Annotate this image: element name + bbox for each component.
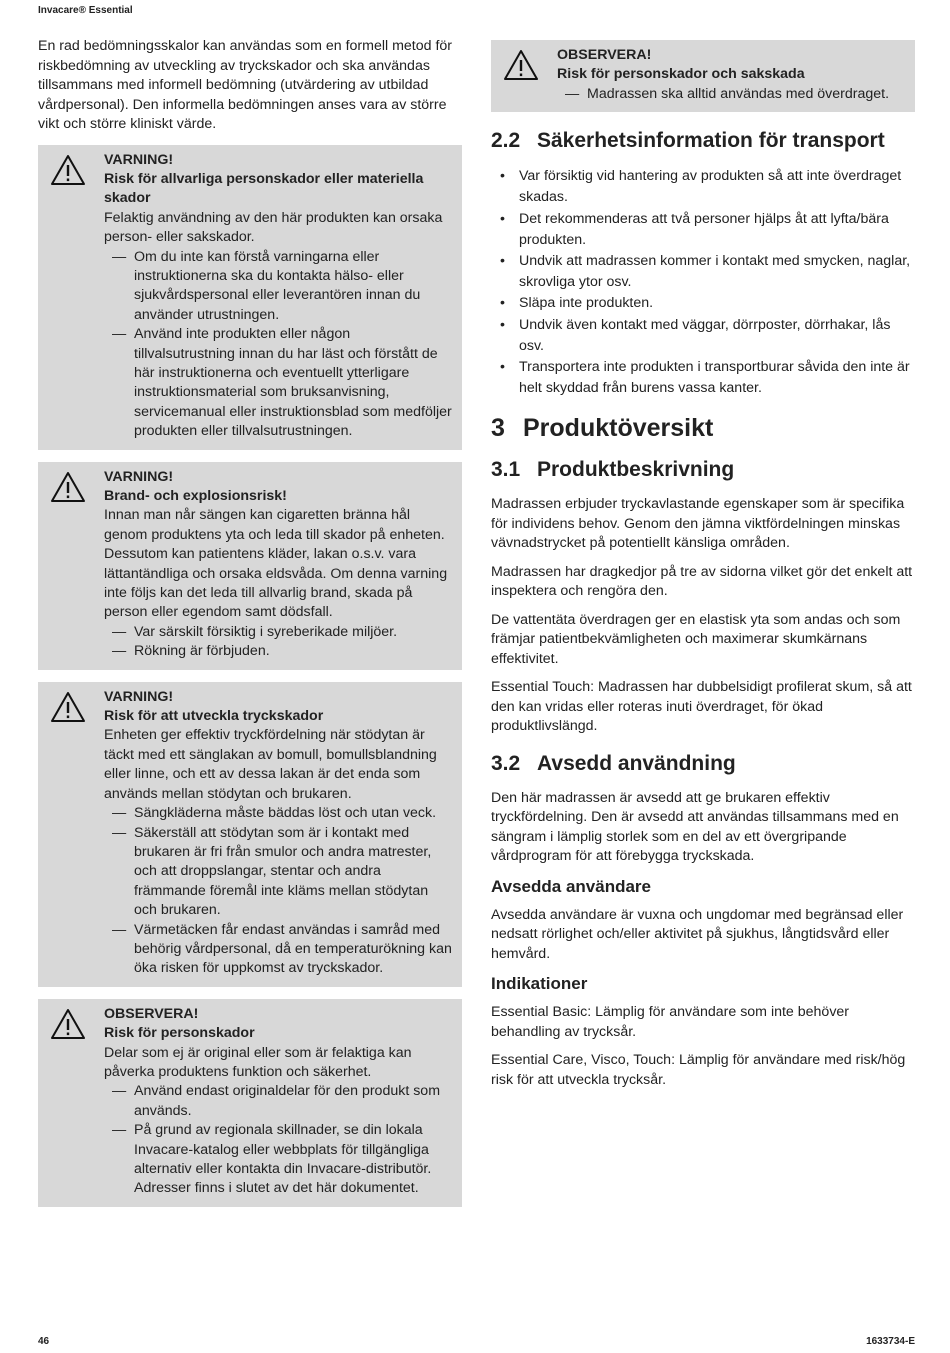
warning-triangle-icon	[50, 691, 86, 723]
notice-item: — Rökning är förbjuden.	[104, 642, 454, 661]
bullet-item: • Undvik även kontakt med väggar, dörrposter, dörrhakar, lås osv.	[491, 315, 915, 357]
notice-list	[104, 1082, 454, 1198]
section-number: 3.2	[491, 751, 521, 775]
notice-text: Innan man når sängen kan cigaretten bränna hål genom produktens yta och leda till skador på enheten. Dessutom kan patientens kläder, lakan o.s.v. vara lättantändliga och orsaka eldsvåda. Om denna varning inte följs kan det leda till allvarlig brand, skada på person eller egendom samt dödsfall.	[104, 507, 448, 621]
warning-notice-2	[38, 462, 462, 670]
header-brand: Invacare® Essential	[38, 5, 133, 16]
notice-list	[557, 85, 907, 104]
bullet-item: • Det rekommenderas att två personer hjälps åt att lyfta/bära produkten.	[491, 209, 915, 251]
bullet-item: • Var försiktig vid hantering av produkten så att inte överdraget skadas.	[491, 166, 915, 208]
notice-text: Delar som ej är original eller som är felaktiga kan påverka produktens funktion och säkerhet.	[104, 1044, 412, 1080]
indication-paragraph: Essential Care, Visco, Touch: Lämplig för användare med risk/hög risk för att utveckla trycksår.	[491, 1052, 906, 1088]
section-heading-2-2	[491, 128, 915, 154]
notice-item: — Madrassen ska alltid användas med överdraget.	[557, 85, 907, 104]
description-paragraph: De vattentäta överdragen ger en elastisk yta som andas och som främjar patientbekvämligheten och maximerar skumkärnans effektivitet.	[491, 611, 901, 667]
transport-bullet-list	[491, 166, 915, 399]
notice-item: — Använd endast originaldelar för den produkt som används.	[104, 1082, 454, 1121]
left-column	[38, 37, 462, 1219]
description-paragraph: Essential Touch: Madrassen har dubbelsidigt profilerat skum, så att den kan vridas eller roteras inuti överdraget, för ökad produktlivslängd.	[491, 679, 912, 735]
intended-use-paragraph: Den här madrassen är avsedd att ge brukaren effektiv tryckfördelning. Den är avsedd att användas tillsammans med en sängram i lämplig storlek som en del av ett övergripande vårdprogram för att förebygga tryckskada.	[491, 789, 899, 865]
document-number: 1633734-E	[866, 1336, 915, 1347]
notice-text: Enheten ger effektiv tryckfördelning när stödytan är täckt med ett sänglakan av bomull, bomullsblandning eller linne, och ett av dessa lakan är det enda som används mellan stödytan och brukaren.	[104, 727, 437, 802]
notice-list	[104, 804, 454, 979]
signal-word: VARNING!	[104, 688, 174, 705]
chapter-title: Produktöversikt	[523, 414, 714, 443]
intended-users-heading: Avsedda användare	[491, 876, 651, 896]
notice-item: — Använd inte produkten eller någon tillvalsutrustning innan du har läst och förstått de här instruktionerna och eventuellt ytterligare instruktionsmaterial som bruksanvisning, servicemanual eller instruktionsblad som medföljer produkten eller tillvalsutrustningen.	[104, 325, 454, 441]
signal-word: VARNING!	[104, 151, 174, 168]
section-heading-3-1	[491, 457, 915, 483]
indications-heading: Indikationer	[491, 974, 588, 994]
right-column	[491, 40, 915, 1099]
notice-item: — Var särskilt försiktig i syreberikade miljöer.	[104, 623, 454, 642]
warning-triangle-icon	[50, 154, 86, 186]
caution-notice	[38, 999, 462, 1207]
notice-item: — Säkerställ att stödytan som är i kontakt med brukaren är fri från smulor och andra matrester, och att droppslangar, stentar och andra främmande föremål inte kläms mellan stödytan och brukaren.	[104, 824, 454, 921]
section-number: 3.1	[491, 458, 521, 482]
caution-notice-transport	[491, 40, 915, 112]
risk-title: Brand- och explosionsrisk!	[104, 488, 287, 504]
notice-list	[104, 248, 454, 442]
risk-title: Risk för personskador	[104, 1025, 255, 1042]
notice-item: — På grund av regionala skillnader, se din lokala Invacare-katalog eller webbplats för tillgängliga alternativ eller kontakta din Invacare-distributör. Adresser finns i slutet av det här dokumentet.	[104, 1121, 454, 1199]
chapter-number: 3	[491, 414, 505, 443]
signal-word: VARNING!	[104, 468, 174, 485]
warning-triangle-icon	[50, 471, 86, 503]
page-number: 46	[38, 1336, 50, 1347]
intended-users-paragraph: Avsedda användare är vuxna och ungdomar med begränsad eller nedsatt rörlighet och/eller aktivitet på sjukhus, långtidsvård eller hemvård.	[491, 906, 904, 962]
bullet-item: • Transportera inte produkten i transportburar såvida den inte är helt skyddad från burens vassa kanter.	[491, 357, 915, 399]
notice-item: — Sängkläderna måste bäddas löst och utan veck.	[104, 804, 454, 823]
notice-list	[104, 623, 454, 662]
section-title: Produktbeskrivning	[537, 458, 735, 482]
section-number: 2.2	[491, 129, 521, 153]
warning-triangle-icon	[50, 1008, 86, 1040]
description-paragraph: Madrassen erbjuder tryckavlastande egenskaper som är specifika för individens behov. Genom den jämna viktfördelningen minskas vävnadstrycket på potentiellt känsliga områden.	[491, 496, 905, 552]
warning-notice-3	[38, 682, 462, 987]
chapter-heading-3	[491, 413, 915, 443]
section-title: Avsedd användning	[537, 751, 736, 775]
intro-paragraph: En rad bedömningsskalor kan användas som en formell metod för riskbedömning av utveckling av tryckskador och ska användas tillsammans med informell bedömning (utvärdering av utbildad vårdpersonal). Den informella bedömningen anses vara av större vikt och större kliniskt värde.	[38, 38, 453, 132]
notice-item: — Värmetäcken får endast användas i samråd med behörig vårdpersonal, då en temperaturökning kan öka risken för uppkomst av tryckskador.	[104, 921, 454, 979]
bullet-item: • Undvik att madrassen kommer i kontakt med smycken, naglar, skrovliga ytor osv.	[491, 251, 915, 293]
notice-item: — Om du inte kan förstå varningarna eller instruktionerna ska du kontakta hälso- eller sjukvårdspersonal eller leverantören innan du använder utrustningen.	[104, 248, 454, 326]
section-title: Säkerhetsinformation för transport	[537, 129, 885, 153]
notice-text: Felaktig användning av den här produkten kan orsaka person- eller sakskador.	[104, 209, 443, 246]
warning-notice-1	[38, 145, 462, 450]
section-heading-3-2	[491, 751, 915, 777]
signal-word: OBSERVERA!	[104, 1005, 199, 1022]
description-paragraph: Madrassen har dragkedjor på tre av sidorna vilket gör det enkelt att inspektera och rengöra den.	[491, 563, 913, 600]
bullet-item: • Släpa inte produkten.	[491, 293, 915, 314]
risk-title: Risk för att utveckla tryckskador	[104, 708, 324, 725]
warning-triangle-icon	[503, 49, 539, 81]
risk-title: Risk för personskador och sakskada	[557, 66, 805, 83]
signal-word: OBSERVERA!	[557, 47, 652, 63]
risk-title: Risk för allvarliga personskador eller materiella skador	[104, 170, 424, 207]
indication-paragraph: Essential Basic: Lämplig för användare som inte behöver behandling av trycksår.	[491, 1004, 850, 1040]
